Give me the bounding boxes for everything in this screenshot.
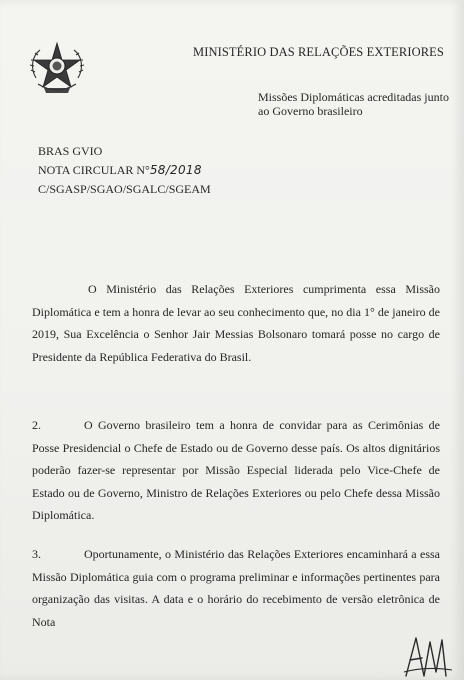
paragraph-2-text: O Governo brasileiro tem a honra de convidar para as Cerimônias de Posse Presidencial o Chefe de Estado ou de Governo desse país. Os altos dignitários poderão fazer-se representar por Missão Especial liderada pelo Vice-Chefe de Estado ou de Governo, Ministro de Relações Exteriores ou pelo Chefe dessa Missão Diplomática.	[32, 418, 440, 523]
telegram-reference: BRAS GVIO	[38, 144, 103, 158]
coat-of-arms-of-brazil-icon	[26, 38, 88, 100]
paragraph-3	[32, 543, 440, 633]
paragraph-1-text: O Ministério das Relações Exteriores cumprimenta essa Missão Diplomática e tem a honra de levar ao seu conhecimento que, no dia 1° de janeiro de 2019, Sua Excelência o Senhor Jair Messias Bolsonaro tomará posse no cargo de Presidente da República Federativa do Brasil.	[32, 282, 440, 364]
initials-signature-icon	[400, 632, 454, 680]
paragraph-1	[32, 278, 440, 368]
ministry-heading: MINISTÉRIO DAS RELAÇÕES EXTERIORES	[193, 45, 444, 59]
paragraph-2	[32, 414, 440, 527]
recipient-block	[258, 91, 458, 118]
circular-note-label: NOTA CIRCULAR N°	[38, 163, 150, 177]
paragraph-number: 2.	[32, 418, 41, 432]
department-codes: C/SGASP/SGAO/SGALC/SGEAM	[38, 182, 211, 196]
paragraph-3-text: Oportunamente, o Ministério das Relações Exteriores encaminhará a essa Missão Diplomática guia com o programa preliminar e informações pertinentes para organização das visitas. A data e o horário do recebimento de versão eletrônica de Nota	[32, 547, 440, 629]
paragraph-number: 3.	[32, 547, 41, 561]
recipient-line: Missões Diplomáticas acreditadas junto	[258, 90, 449, 104]
circular-note-number	[38, 161, 211, 180]
recipient-line: ao Governo brasileiro	[258, 103, 363, 118]
reference-block	[38, 142, 211, 199]
handwritten-note-number: 58/2018	[149, 163, 202, 177]
